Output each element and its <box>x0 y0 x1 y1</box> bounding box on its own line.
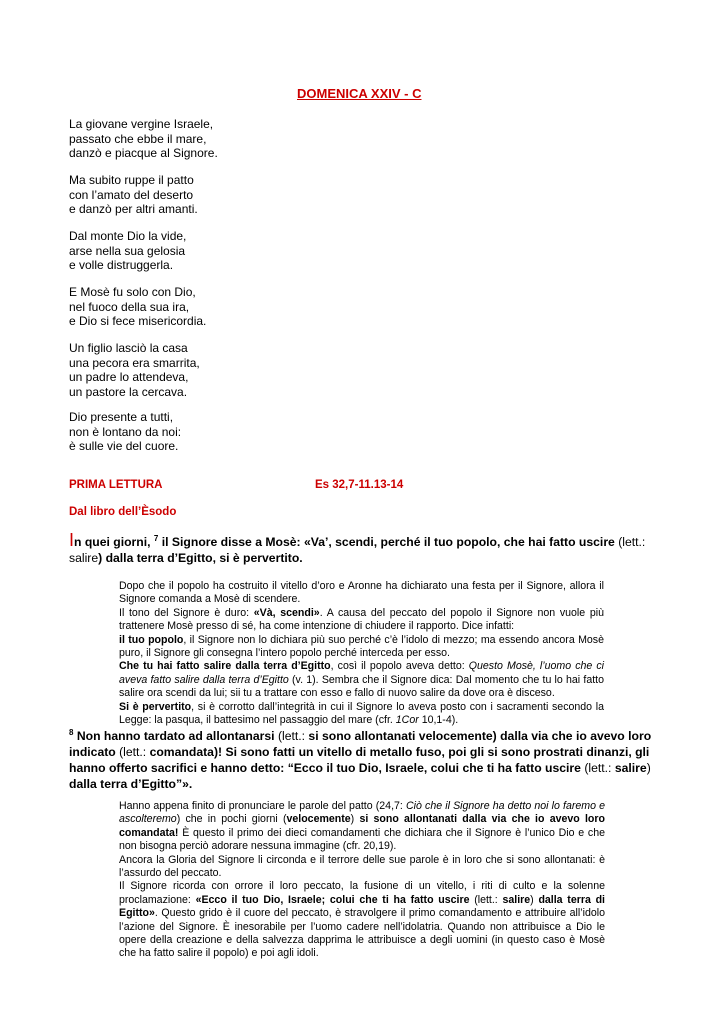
poem-stanza-5 <box>69 341 369 399</box>
drop-cap: I <box>69 530 75 550</box>
verse-note: (lett.: <box>119 745 147 759</box>
text-run: ) <box>350 813 360 826</box>
poem-line: arse nella sua gelosia <box>69 243 186 258</box>
verse-text: Non hanno tardato ad allontanarsi <box>73 729 278 743</box>
poem-line: e volle distruggerla. <box>69 258 174 272</box>
text-run: salire <box>502 893 531 906</box>
poem-line: un pastore la cercava. <box>69 384 188 399</box>
text-run: Ciò che il Signore ha detto noi lo faremo e ascolteremo <box>119 800 605 826</box>
poem-line: Dio presente a tutti, <box>69 410 174 424</box>
commentary-1 <box>119 580 604 727</box>
verse-text: dalla terra d’Egitto”». <box>69 777 193 791</box>
poem-line: La giovane vergine Israele, <box>69 117 214 131</box>
poem-line: un padre lo attendeva, <box>69 370 189 384</box>
commentary-paragraph <box>119 634 604 661</box>
text-run: Questo Mosè, l’uomo che ci aveva fatto salire dalla terra d’Egitto <box>119 660 605 686</box>
verse-text: salire <box>611 761 647 775</box>
text-run: Che tu hai fatto salire dalla terra d’Egitto <box>119 660 331 673</box>
text-run: Si è pervertito <box>119 700 192 713</box>
text-run: . A causa del peccato del popolo il Signore non vuole più trattenere Mosè presso di sé, ha come intenzione di chiudere il rapporto. Dice infatti: <box>119 606 604 633</box>
verse-text: )! Si sono fatti un vitello di metallo fuso, poi gli si sono prostrati dinanzi, gli hanno offerto sacrifici e hanno detto: “Ecco il tuo Dio, Israele, colui che ti ha fatto uscire <box>69 745 650 775</box>
verse-note: salire <box>69 551 99 565</box>
text-run: Il tono del Signore è duro: <box>119 606 254 619</box>
text-run: , il Signore non lo dichiara più suo perché c’è l’idolo di mezzo; ma essendo ancora Mosè puro, il Signore gli consegna l’intero popolo perché interceda per esso. <box>119 633 604 660</box>
verse-text: si sono allontanati velocemente <box>305 729 493 743</box>
commentary-paragraph <box>119 880 605 960</box>
page-title: DOMENICA XXIV - C <box>297 86 422 101</box>
poem-line: Un figlio lasciò la casa <box>69 341 188 355</box>
text-run: È questo il primo dei dieci comandamenti che dichiara che il Signore è l’unico Dio e che non bisogna perciò adorare nessuna immagine (cfr. 20,19). <box>119 826 605 853</box>
text-run: (v. 1). Sembra che il Signore dica: Dal momento che tu lo hai fatto salire ora scendi da lui; sii tu a trattare con esso e fallo di nuovo salire da dove ora è disceso. <box>119 673 604 700</box>
commentary-paragraph <box>119 607 604 634</box>
verse-7 <box>69 532 659 566</box>
text-run: . Questo grido è il cuore del peccato, è stravolgere il primo comandamento e attribuire all’idolo l’azione del Signore. È inesorabile per l’uomo cadere nell’idolatria. Quando non attribuisce a Dio le opere della creazione e della salvezza dapprima le attribuisce a degli uomini (in questo caso è Mosè che ha fatto salire il popolo) e poi agli idoli. <box>119 907 605 960</box>
text-run: il tuo popolo <box>119 633 184 646</box>
text-run: velocemente <box>286 813 351 826</box>
text-run: dalla terra di Egitto» <box>119 893 605 920</box>
commentary-paragraph <box>119 800 605 854</box>
poem-line: con l’amato del deserto <box>69 187 194 202</box>
poem-stanza-1 <box>69 117 369 161</box>
poem-line: passato che ebbe il mare, <box>69 131 207 146</box>
commentary-paragraph: Dopo che il popolo ha costruito il vitello d’oro e Aronne ha dichiarato una festa per il Signore, allora il Signore comanda a Mosè di scendere. <box>119 580 604 606</box>
poem-line: una pecora era smarrita, <box>69 355 200 370</box>
text-run: 1Cor <box>395 714 419 727</box>
verse-8 <box>69 728 661 792</box>
verse-text: comandata <box>146 745 214 759</box>
commentary-2 <box>119 800 605 961</box>
text-run: 10,1-4). <box>418 714 459 727</box>
text-run: , si è corrotto dall’integrità in cui il Signore lo aveva posto con i sacramenti secondo la Legge: la pasqua, il battesimo nel passaggio del mare (cfr. <box>119 700 604 727</box>
poem-stanza-4 <box>69 285 369 329</box>
text-run: «Và, scendi» <box>253 606 320 619</box>
poem-line: E Mosè fu solo con Dio, <box>69 285 196 299</box>
text-run: ) che in pochi giorni ( <box>176 813 287 826</box>
verse-text: ) dalla terra d’Egitto, si è pervertito. <box>98 551 303 565</box>
reading-source: Dal libro dell’Èsodo <box>69 506 177 518</box>
poem-line: è sulle vie del cuore. <box>69 439 179 453</box>
poem-stanza-3 <box>69 229 369 273</box>
verse-note: (lett.: <box>618 535 646 549</box>
text-run: , così il popolo aveva detto: <box>330 660 469 673</box>
verse-number: 7 <box>153 533 159 543</box>
commentary-paragraph <box>119 701 604 728</box>
verse-text: ) dalla via che io avevo loro indicato <box>69 729 652 759</box>
poem-line: non è lontano da noi: <box>69 424 182 439</box>
poem-stanza-2 <box>69 173 369 217</box>
text-run: Il Signore ricorda con orrore il loro peccato, la fusione di un vitello, i riti di culto e la solenne proclamazione: <box>119 880 605 906</box>
text-run: Hanno appena finito di pronunciare le parole del patto (24,7: <box>119 800 406 812</box>
text-run: ) <box>530 893 539 906</box>
poem-line: e Dio si fece misericordia. <box>69 314 207 328</box>
verse-number: 8 <box>69 727 74 737</box>
poem-line: Ma subito ruppe il patto <box>69 173 194 187</box>
verse-text: il Signore disse a Mosè: «Va’, scendi, perché il tuo popolo, che hai fatto uscire <box>158 535 619 549</box>
text-run: «Ecco il tuo Dio, Israele; colui che ti ha fatto uscire <box>195 893 470 906</box>
reading-reference: Es 32,7-11.13-14 <box>315 479 404 491</box>
commentary-paragraph <box>119 660 604 700</box>
poem-line: Dal monte Dio la vide, <box>69 229 187 243</box>
verse-note: (lett.: <box>277 729 306 743</box>
poem-line: danzò e piacque al Signore. <box>69 146 218 160</box>
poem-line: e danzò per altri amanti. <box>69 202 198 216</box>
poem-line: nel fuoco della sua ira, <box>69 299 190 314</box>
text-run: (lett.: <box>469 893 503 906</box>
commentary-paragraph: Ancora la Gloria del Signore li circonda e il terrore delle sue parole è in loro che si sono allontanati: è l’assurdo del peccato. <box>119 853 605 880</box>
poem-stanza-6 <box>69 410 369 454</box>
verse-note: ) <box>646 761 651 775</box>
text-run: si sono allontanati dalla via che io avevo loro comandata! <box>119 813 605 839</box>
verse-note: (lett.: <box>584 761 612 775</box>
verse-text: n quei giorni, <box>74 535 154 549</box>
reading-label: PRIMA LETTURA <box>69 479 163 491</box>
